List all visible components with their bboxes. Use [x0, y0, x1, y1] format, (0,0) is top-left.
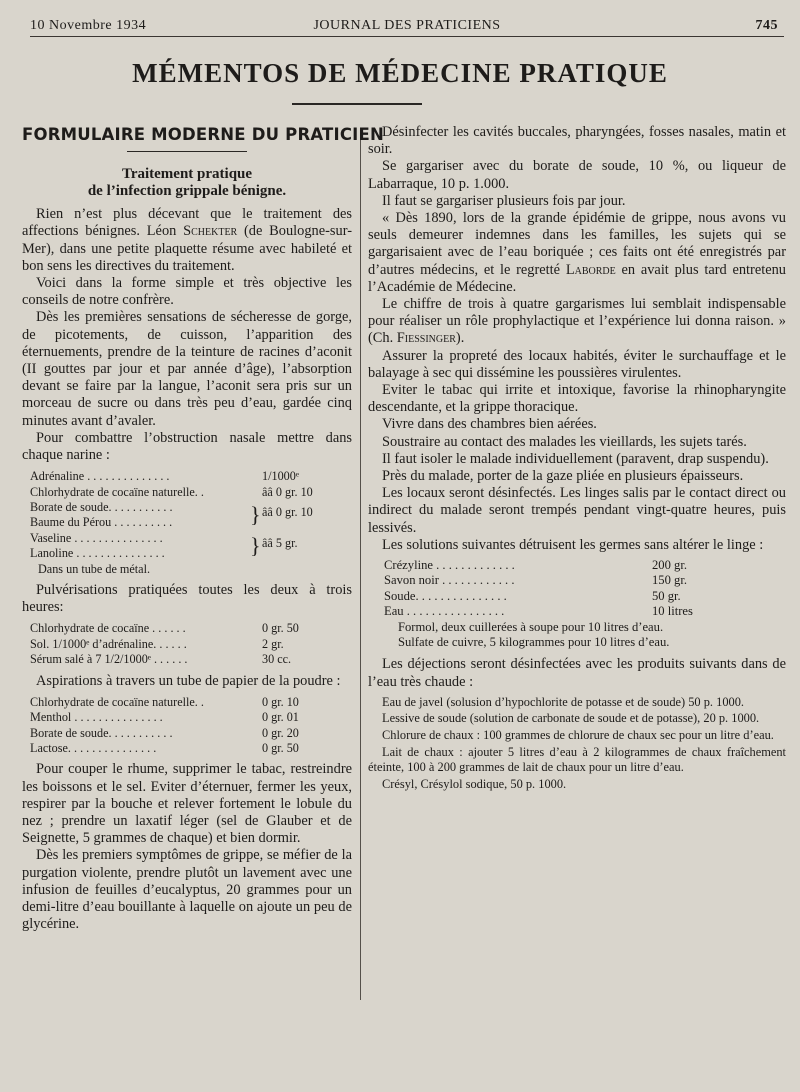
left-column [22, 124, 384, 933]
prescription-row [30, 652, 352, 667]
dose: 200 gr. [652, 558, 687, 573]
dose: 150 gr. [652, 573, 687, 588]
dose: ââ 5 gr. [262, 535, 298, 550]
dose: 0 gr. 01 [262, 710, 299, 725]
text-run: ). [455, 330, 465, 347]
prescription-row [30, 741, 352, 756]
prescription-row [30, 695, 352, 710]
solution-row [384, 604, 786, 619]
disinfectant-item: Lessive de soude (solution de carbonate de soude et de potasse), 20 p. 1000. [382, 711, 760, 726]
paragraph: Soustraire au contact des malades les vieillards, les sujets tarés. [382, 433, 747, 450]
prescription-row [30, 726, 352, 741]
solution-row [384, 573, 786, 588]
prescription-row [30, 469, 352, 484]
paragraph: Désinfecter les cavités buccales, pharyngées, fosses nasales, matin et soir. [368, 124, 786, 158]
page-number: 745 [755, 18, 778, 33]
ingredient: Borate de soude. . . . . . . . . . . [30, 500, 173, 515]
dose: 0 gr. 50 [262, 621, 299, 636]
section-rule [127, 151, 247, 152]
ingredient: Lanoline . . . . . . . . . . . . . . . [30, 546, 165, 561]
prescription-row [30, 485, 352, 500]
paragraph: Pulvérisations pratiquées toutes les deux à trois heures: [22, 582, 352, 616]
dose: ââ 0 gr. 10 [262, 484, 313, 499]
text-run: « Dès 1890, lors de la grande épidémie de grippe, nous avons vu seuls demeurer indemnes dans les familles, les sujets qui se gargarisaient avec de l’eau boriquée ; ces faits ont été enregistrés par d’autres médecins, et le regretté [368, 210, 786, 278]
prescription-nasal [30, 469, 352, 577]
prescription-row [30, 710, 352, 725]
journal-name: JOURNAL DES PRATICIENS [313, 18, 501, 33]
paragraph: Près du malade, porter de la gaze pliée en plusieurs épaisseurs. [382, 468, 744, 485]
paragraph: Les déjections seront désinfectées avec les produits suivants dans de l’eau très chaude : [368, 656, 786, 690]
ingredient: Chlorhydrate de cocaïne naturelle. . [30, 484, 204, 499]
ingredient: Eau . . . . . . . . . . . . . . . . [384, 604, 505, 619]
brace-glyph: } [250, 532, 261, 558]
paragraph: Pour couper le rhume, supprimer le tabac, restreindre les boissons et le sel. Eviter d’éternuer, fermer les yeux, respirer par la bouche et relever fortement le lobule du nez ; prendre un laxatif léger (sel de Glauber et de Seignette, 5 grammes de chaque) et bien dormir. [22, 761, 352, 847]
ingredient: Chlorhydrate de cocaïne naturelle. . [30, 694, 204, 709]
dose: 0 gr. 20 [262, 725, 299, 740]
prescription-spray [30, 621, 352, 667]
author-name: Laborde [565, 261, 616, 278]
disinfectant-item: Eau de javel (solusion d’hypochlorite de potasse et de soude) 50 p. 1000. [382, 694, 744, 709]
ingredient: Savon noir . . . . . . . . . . . . [384, 573, 515, 588]
ingredient: Soude. . . . . . . . . . . . . . . [384, 588, 507, 603]
dose: 50 gr. [652, 588, 681, 603]
article-title-line2: de l’infection grippale bénigne. [87, 183, 287, 200]
dose: 0 gr. 50 [262, 740, 299, 755]
article-title [22, 166, 352, 200]
title-rule [292, 103, 422, 105]
dose: 30 cc. [262, 652, 292, 667]
paragraph: Eviter le tabac qui irrite et intoxique, favorise la rhinopharyngite descendante, et la grippe thoracique. [368, 382, 786, 416]
prescription-row [30, 531, 352, 546]
column-divider [360, 130, 361, 1000]
prescription-group [30, 500, 352, 531]
ingredient: Sérum salé à 7 1/2/1000ᵉ . . . . . . [30, 652, 188, 667]
ingredient: Baume du Pérou . . . . . . . . . . [30, 515, 173, 530]
solution-row [384, 589, 786, 604]
ingredient: Lactose. . . . . . . . . . . . . . . [30, 740, 157, 755]
solution-line: Sulfate de cuivre, 5 kilogrammes pour 10 litres d’eau. [398, 635, 670, 650]
paragraph: Il faut se gargariser plusieurs fois par jour. [382, 192, 626, 209]
disinfectant-solutions [384, 558, 786, 650]
paragraph: Vivre dans des chambres bien aérées. [382, 416, 597, 433]
paragraph [368, 210, 786, 296]
excreta-disinfectants [368, 695, 786, 793]
paragraph: Assurer la propreté des locaux habités, éviter le surchauffage et le balayage à sec qui dissémine les poussières virulentes. [368, 347, 786, 381]
text-run: Le chiffre de trois à quatre gargarismes lui semblait indispensable pour réaliser un rôle prophylactique et l’expérience lui donna raison. » (Ch. [368, 296, 786, 347]
text-run: (de Boulogne-sur-Mer), dans une petite plaquette résume avec habileté et bon sens les directives du traitement. [22, 223, 352, 274]
disinfectant-item: Lait de chaux : ajouter 5 litres d’eau à 2 kilogrammes de chaux fraîchement éteinte, 100 à 200 grammes de lait de chaux pour un litre d’eau. [368, 744, 786, 775]
text-run: Rien n’est plus décevant que le traitement des affections bénignes. Léon [22, 206, 352, 240]
paragraph: Aspirations à travers un tube de papier de la poudre : [36, 672, 341, 689]
ingredient: Crézyline . . . . . . . . . . . . . [384, 558, 515, 573]
solution-row [384, 558, 786, 573]
page-title: MÉMENTOS DE MÉDECINE PRATIQUE [132, 58, 668, 88]
author-name: Fiessinger [396, 330, 456, 347]
text-run: en avait plus tard entretenu l’Académie de Médecine. [368, 261, 786, 295]
paragraph: Les solutions suivantes détruisent les germes sans altérer le linge : [382, 536, 764, 553]
issue-date: 10 Novembre 1934 [30, 18, 147, 33]
prescription-powder [30, 695, 352, 757]
prescription-row [30, 637, 352, 652]
prescription-row [30, 621, 352, 636]
ingredient: Adrénaline . . . . . . . . . . . . . . [30, 469, 170, 484]
dose: 0 gr. 10 [262, 694, 299, 709]
dose: 10 litres [652, 604, 693, 619]
paragraph: Il faut isoler le malade individuellement (paravent, drap suspendu). [382, 450, 769, 467]
ingredient: Sol. 1/1000ᵉ d’adrénaline. . . . . . [30, 636, 187, 651]
paragraph [368, 296, 786, 348]
running-header [30, 14, 784, 37]
prescription-note: Dans un tube de métal. [38, 561, 151, 576]
paragraph: Dès les premiers symptômes de grippe, se méfier de la purgation violente, prendre plutôt un lavement avec une infusion de feuilles d’eucalyptus, 20 grammes pour un demi-litre d’eau bouillante à laquelle on ajoute un peu de glycérine. [22, 847, 352, 933]
paragraph: Les locaux seront désinfectés. Les linges salis par le contact direct ou indirect du malade seront trempés pendant vingt-quatre heures, puis lessivés. [368, 485, 786, 536]
paragraph: Voici dans la forme simple et très objective les conseils de notre confrère. [22, 275, 352, 309]
solution-line: Formol, deux cuillerées à soupe pour 10 litres d’eau. [398, 619, 664, 634]
ingredient: Menthol . . . . . . . . . . . . . . . [30, 710, 163, 725]
dose: ââ 0 gr. 10 [262, 505, 313, 520]
section-heading: FORMULAIRE MODERNE DU PRATICIEN [22, 125, 384, 144]
article-title-line1: Traitement pratique [121, 166, 253, 183]
ingredient: Borate de soude. . . . . . . . . . . [30, 725, 173, 740]
disinfectant-item: Chlorure de chaux : 100 grammes de chlorure de chaux sec pour un litre d’eau. [382, 728, 774, 743]
ingredient: Chlorhydrate de cocaïne . . . . . . [30, 621, 186, 636]
prescription-group [30, 531, 352, 562]
paragraph: Pour combattre l’obstruction nasale mettre dans chaque narine : [22, 429, 352, 464]
dose: 2 gr. [262, 636, 284, 651]
author-name: Schekter [183, 223, 238, 240]
right-column [368, 124, 786, 793]
paragraph: Dès les premières sensations de sécheresse de gorge, de picotements, de cuisson, l’apparition des éternuements, prendre de la teinture de racines d’aconit (II gouttes par jour et par année d’âge), l’absorption devant se faire par la langue, l’aconit sera pris sur un morceau de sucre ou dans très peu d’eau, gardée cinq minutes avant d’avaler. [22, 309, 352, 429]
dose: 1/1000ᵉ [262, 469, 299, 484]
disinfectant-item: Crésyl, Crésylol sodique, 50 p. 1000. [382, 776, 567, 791]
paragraph: Se gargariser avec du borate de soude, 10 %, ou liqueur de Labarraque, 10 p. 1.000. [368, 158, 786, 192]
prescription-row [30, 546, 352, 561]
ingredient: Vaseline . . . . . . . . . . . . . . . [30, 530, 163, 545]
paragraph [22, 206, 352, 275]
brace-glyph: } [250, 502, 261, 528]
